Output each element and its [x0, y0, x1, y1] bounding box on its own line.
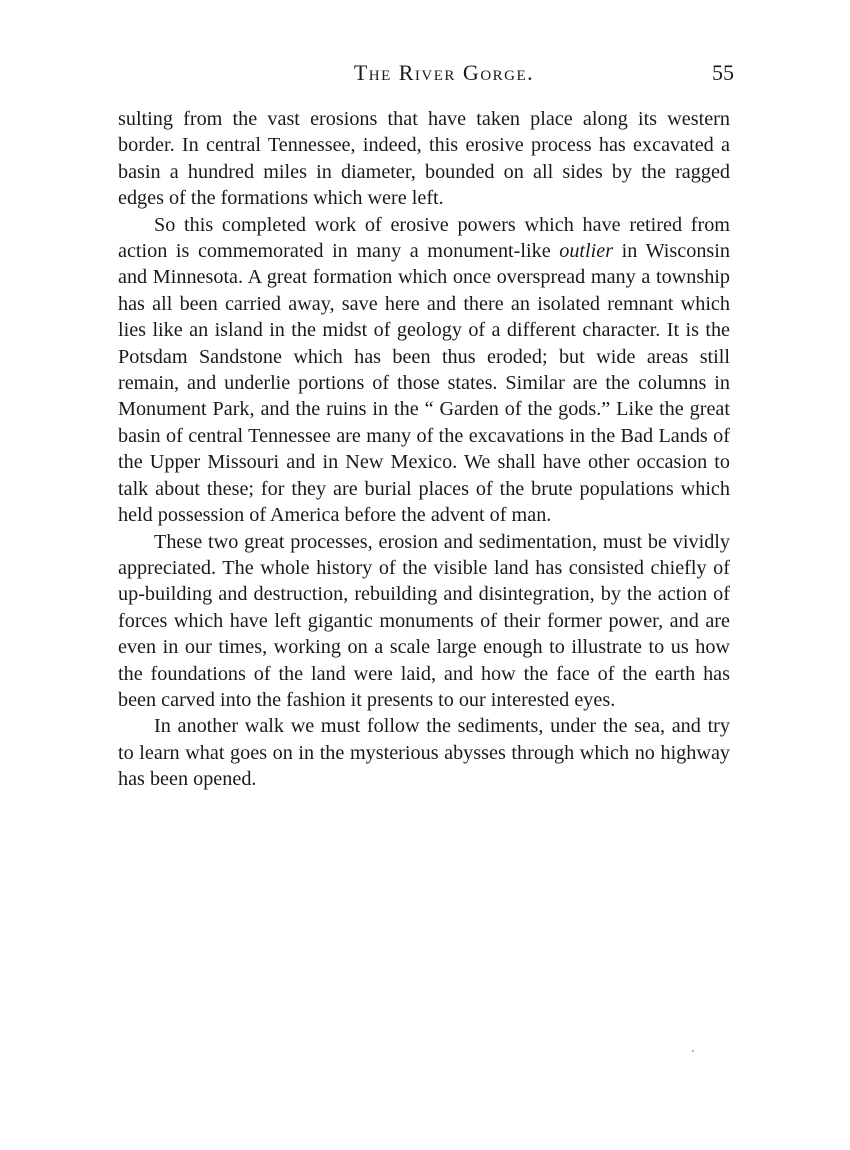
page-number: 55	[712, 60, 734, 85]
paragraph-4	[118, 713, 730, 792]
paragraph-2	[118, 212, 730, 529]
paragraph-1-text: sulting from the vast erosions that have taken place along its western border. In central Tennessee, indeed, this erosive process has excavated a basin a hundred miles in diameter, bounded on all sides by the ragged edges of the formations which were left.	[118, 108, 730, 210]
body-text	[118, 106, 730, 793]
paragraph-2-text-part-2: in Wisconsin and Minnesota. A great formation which once overspread many a township has all been carried away, save here and there an isolated remnant which lies like an island in the midst of geology of a different character. It is the Potsdam Sandstone which has been thus eroded; but wide areas still remain, and underlie portions of those states. Similar are the columns in Monument Park, and the ruins in the “ Garden of the gods.” Like the great basin of central Tennessee are many of the excavations in the Bad Lands of the Upper Missouri and in New Mexico. We shall have other occasion to talk about these; for they are burial places of the brute populations which held possession of America before the advent of man.	[118, 240, 730, 527]
running-title: The River Gorge.	[353, 60, 535, 85]
paragraph-1	[118, 106, 730, 212]
paragraph-2-text-part-1: So this completed work of erosive powers which have retired from action is commemorated in many a monument-like	[118, 213, 730, 263]
running-head	[118, 58, 734, 94]
paragraph-2-italic-term: outlier	[559, 240, 614, 263]
scan-speck	[692, 1050, 694, 1052]
book-page	[118, 58, 734, 793]
paragraph-3-text: These two great processes, erosion and sedimentation, must be vividly appreciated. The whole history of the visible land has consisted chiefly of up-building and destruction, rebuilding and disintegration, by the action of forces which have left gigantic monuments of their former power, and are even in our times, working on a scale large enough to illustrate to us how the foundations of the land were laid, and how the face of the earth has been carved into the fashion it presents to our interested eyes.	[118, 530, 730, 711]
paragraph-3	[118, 529, 730, 714]
paragraph-4-text: In another walk we must follow the sediments, under the sea, and try to learn what goes on in the mysterious abysses through which no highway has been opened.	[118, 715, 730, 791]
